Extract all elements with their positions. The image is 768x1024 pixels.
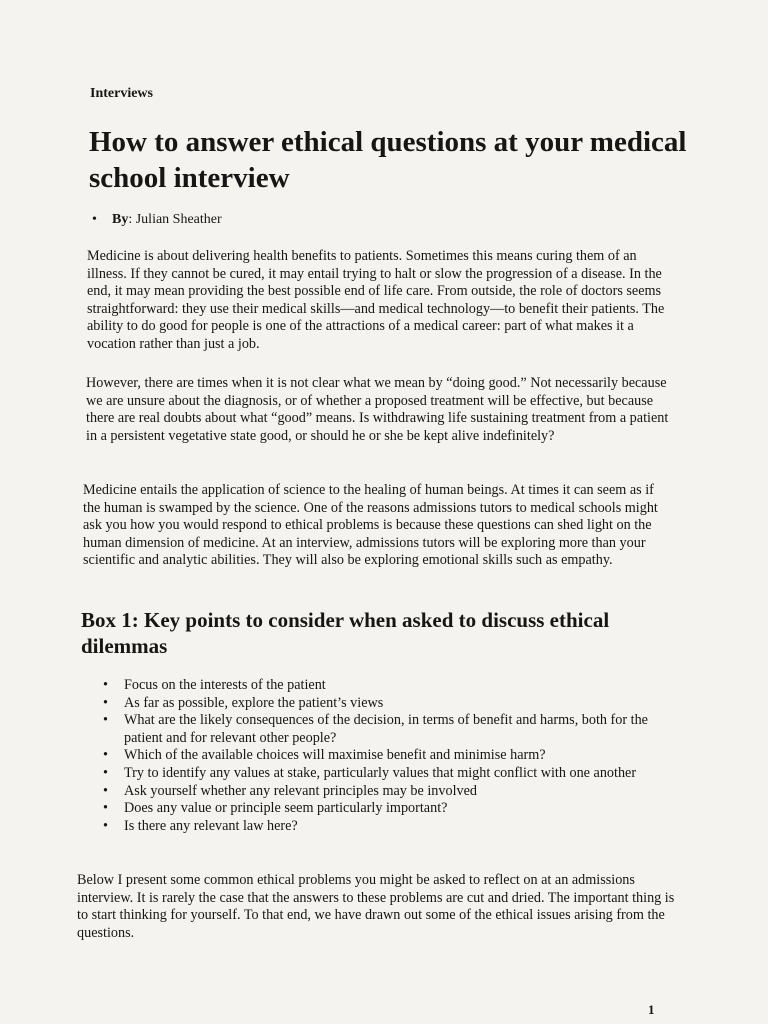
paragraph-science: Medicine entails the application of science to the healing of human beings. At times it can seem as if the human is swamped by the science. One of the reasons admissions tutors to medical schools might ask you how you would respond to ethical problems is because these questions can shed light on the human dimension of medicine. At an interview, admissions tutors will be exploring more than your scientific and analytic abilities. They will also be exploring emotional skills such as empathy. [83,482,658,569]
byline-label: By [112,212,129,227]
paragraph-closing: Below I present some common ethical problems you might be asked to reflect on at an admissions interview. It is rarely the case that the answers to these problems are cut and dried. The important thing is to start thinking for yourself. To that end, we have drawn out some of the ethical issues arising from the questions. [77,872,675,941]
list-item: • Which of the available choices will maximise benefit and minimise harm? [124,747,654,765]
list-item: • Is there any relevant law here? [124,818,654,836]
page-number: 1 [648,1002,655,1017]
byline-author: : Julian Sheather [128,212,222,227]
key-points-list [124,677,654,835]
list-item: • What are the likely consequences of the decision, in terms of benefit and harms, both for the patient and for relevant other people? [124,712,654,747]
byline [112,212,222,228]
byline-item [112,212,222,228]
box-title: Box 1: Key points to consider when asked to discuss ethical dilemmas [81,608,610,658]
list-item: • Does any value or principle seem particularly important? [124,800,654,818]
article-title: How to answer ethical questions at your medical school interview [89,126,687,194]
list-item: • Try to identify any values at stake, particularly values that might conflict with one another [124,765,654,783]
list-item: • Ask yourself whether any relevant principles may be involved [124,783,654,801]
paragraph-doing-good: However, there are times when it is not clear what we mean by “doing good.” Not necessarily because we are unsure about the diagnosis, or of whether a proposed treatment will be effective, but because there are real doubts about what “good” means. Is withdrawing life sustaining treatment from a patient in a persistent vegetative state good, or should he or she be kept alive indefinitely? [86,375,669,444]
list-item: • As far as possible, explore the patient’s views [124,695,654,713]
paragraph-intro: Medicine is about delivering health benefits to patients. Sometimes this means curing them of an illness. If they cannot be cured, it may entail trying to halt or slow the progression of a disease. In the end, it may mean providing the best possible end of life care. From outside, the role of doctors seems straightforward: they use their medical skills—and medical technology—to benefit their patients. The ability to do good for people is one of the attractions of a medical career: part of what makes it a vocation rather than just a job. [87,248,665,352]
section-label: Interviews [90,86,153,101]
list-item: • Focus on the interests of the patient [124,677,654,695]
